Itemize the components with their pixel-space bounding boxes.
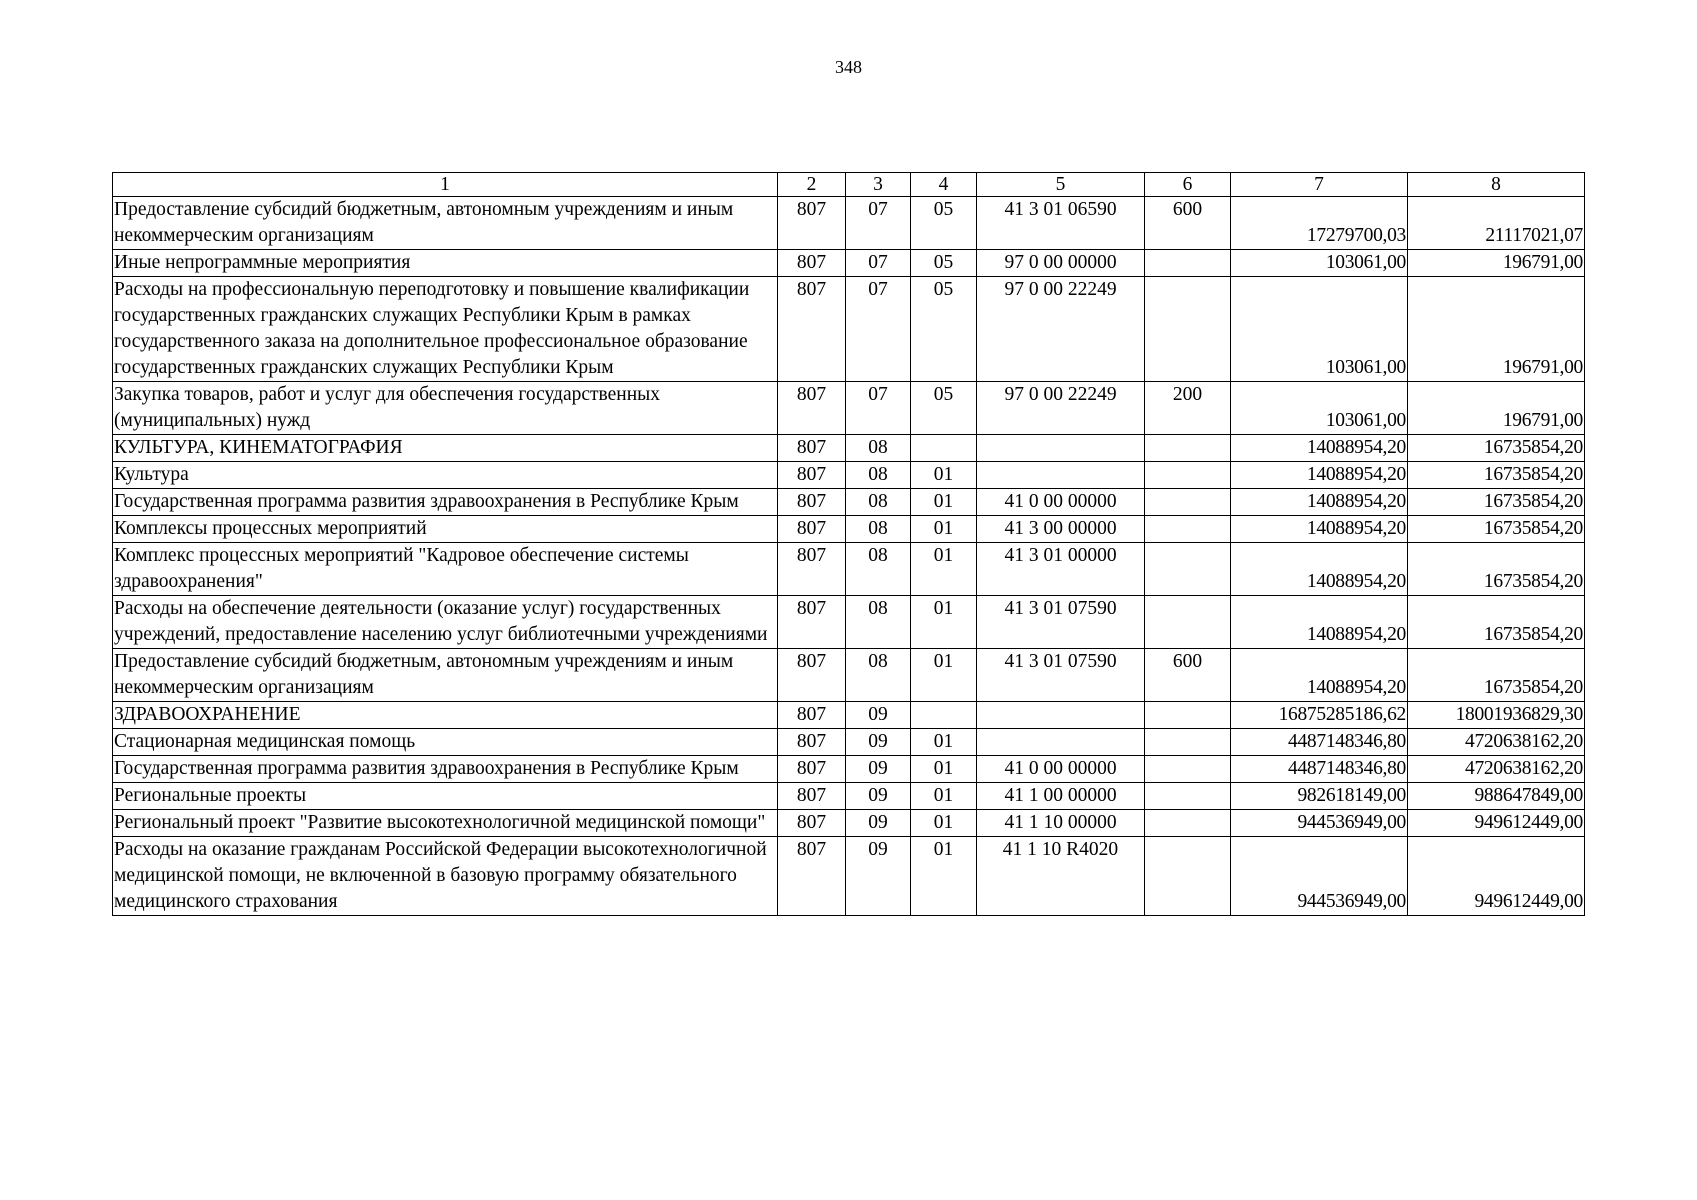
row-name-cell: Региональные проекты <box>113 783 778 810</box>
target-article-cell: 97 0 00 22249 <box>977 382 1145 435</box>
section-code-cell: 09 <box>846 810 911 837</box>
target-article-cell: 41 1 10 00000 <box>977 810 1145 837</box>
subsection-code-cell <box>911 702 977 729</box>
expense-type-cell <box>1145 729 1231 756</box>
amount-year-2-cell: 196791,00 <box>1408 277 1585 382</box>
ministry-code-cell: 807 <box>778 810 846 837</box>
ministry-code-cell: 807 <box>778 702 846 729</box>
section-code-cell: 08 <box>846 596 911 649</box>
subsection-code-cell: 01 <box>911 810 977 837</box>
amount-year-1-cell: 103061,00 <box>1231 250 1408 277</box>
expense-type-cell <box>1145 783 1231 810</box>
expense-type-cell <box>1145 810 1231 837</box>
section-code-cell: 08 <box>846 516 911 543</box>
row-name-cell: Государственная программа развития здравоохранения в Республике Крым <box>113 489 778 516</box>
ministry-code-cell: 807 <box>778 435 846 462</box>
table-body <box>113 197 1585 916</box>
amount-year-1-cell: 944536949,00 <box>1231 810 1408 837</box>
target-article-cell <box>977 702 1145 729</box>
subsection-code-cell: 01 <box>911 543 977 596</box>
subsection-code-cell: 01 <box>911 462 977 489</box>
header-cell: 3 <box>846 173 911 197</box>
ministry-code-cell: 807 <box>778 756 846 783</box>
row-name-cell: Закупка товаров, работ и услуг для обеспечения государственных (муниципальных) нужд <box>113 382 778 435</box>
table-row <box>113 783 1585 810</box>
table-row <box>113 649 1585 702</box>
amount-year-2-cell: 16735854,20 <box>1408 543 1585 596</box>
ministry-code-cell: 807 <box>778 596 846 649</box>
amount-year-1-cell: 14088954,20 <box>1231 649 1408 702</box>
amount-year-1-cell: 14088954,20 <box>1231 435 1408 462</box>
subsection-code-cell: 01 <box>911 756 977 783</box>
section-code-cell: 08 <box>846 462 911 489</box>
expense-type-cell <box>1145 837 1231 916</box>
table-row <box>113 197 1585 250</box>
section-code-cell: 08 <box>846 435 911 462</box>
table-row <box>113 489 1585 516</box>
row-name-cell: Государственная программа развития здравоохранения в Республике Крым <box>113 756 778 783</box>
header-cell: 7 <box>1231 173 1408 197</box>
target-article-cell <box>977 729 1145 756</box>
row-name-cell: Предоставление субсидий бюджетным, автономным учреждениям и иным некоммерческим организациям <box>113 197 778 250</box>
amount-year-1-cell: 103061,00 <box>1231 382 1408 435</box>
row-name-cell: Комплексы процессных мероприятий <box>113 516 778 543</box>
ministry-code-cell: 807 <box>778 250 846 277</box>
table-header-row <box>113 173 1585 197</box>
header-cell: 6 <box>1145 173 1231 197</box>
amount-year-1-cell: 4487148346,80 <box>1231 756 1408 783</box>
section-code-cell: 08 <box>846 543 911 596</box>
amount-year-2-cell: 4720638162,20 <box>1408 756 1585 783</box>
expense-type-cell <box>1145 435 1231 462</box>
amount-year-2-cell: 949612449,00 <box>1408 837 1585 916</box>
target-article-cell: 41 3 01 00000 <box>977 543 1145 596</box>
row-name-cell: Иные непрограммные мероприятия <box>113 250 778 277</box>
row-name-cell: Региональный проект "Развитие высокотехнологичной медицинской помощи" <box>113 810 778 837</box>
section-code-cell: 07 <box>846 382 911 435</box>
ministry-code-cell: 807 <box>778 489 846 516</box>
page-number: 348 <box>835 57 862 77</box>
subsection-code-cell: 05 <box>911 197 977 250</box>
subsection-code-cell <box>911 435 977 462</box>
amount-year-2-cell: 949612449,00 <box>1408 810 1585 837</box>
target-article-cell: 41 0 00 00000 <box>977 756 1145 783</box>
ministry-code-cell: 807 <box>778 516 846 543</box>
amount-year-2-cell: 16735854,20 <box>1408 516 1585 543</box>
amount-year-2-cell: 988647849,00 <box>1408 783 1585 810</box>
header-cell: 8 <box>1408 173 1585 197</box>
expense-type-cell <box>1145 596 1231 649</box>
amount-year-2-cell: 16735854,20 <box>1408 489 1585 516</box>
target-article-cell: 97 0 00 00000 <box>977 250 1145 277</box>
section-code-cell: 09 <box>846 702 911 729</box>
amount-year-2-cell: 196791,00 <box>1408 382 1585 435</box>
amount-year-1-cell: 14088954,20 <box>1231 462 1408 489</box>
row-name-cell: ЗДРАВООХРАНЕНИЕ <box>113 702 778 729</box>
amount-year-1-cell: 14088954,20 <box>1231 489 1408 516</box>
table-row <box>113 435 1585 462</box>
subsection-code-cell: 05 <box>911 250 977 277</box>
target-article-cell: 41 0 00 00000 <box>977 489 1145 516</box>
expense-type-cell <box>1145 462 1231 489</box>
ministry-code-cell: 807 <box>778 783 846 810</box>
target-article-cell: 41 3 00 00000 <box>977 516 1145 543</box>
table-row <box>113 756 1585 783</box>
ministry-code-cell: 807 <box>778 649 846 702</box>
expense-type-cell: 600 <box>1145 649 1231 702</box>
row-name-cell: Культура <box>113 462 778 489</box>
header-cell: 2 <box>778 173 846 197</box>
table-row <box>113 729 1585 756</box>
table-row <box>113 837 1585 916</box>
target-article-cell <box>977 435 1145 462</box>
section-code-cell: 09 <box>846 729 911 756</box>
expense-type-cell <box>1145 756 1231 783</box>
subsection-code-cell: 01 <box>911 837 977 916</box>
ministry-code-cell: 807 <box>778 543 846 596</box>
amount-year-2-cell: 196791,00 <box>1408 250 1585 277</box>
target-article-cell: 97 0 00 22249 <box>977 277 1145 382</box>
expense-type-cell: 600 <box>1145 197 1231 250</box>
amount-year-2-cell: 16735854,20 <box>1408 649 1585 702</box>
amount-year-2-cell: 18001936829,30 <box>1408 702 1585 729</box>
expense-type-cell <box>1145 543 1231 596</box>
expense-type-cell <box>1145 277 1231 382</box>
amount-year-2-cell: 4720638162,20 <box>1408 729 1585 756</box>
amount-year-2-cell: 16735854,20 <box>1408 435 1585 462</box>
target-article-cell: 41 3 01 07590 <box>977 596 1145 649</box>
ministry-code-cell: 807 <box>778 197 846 250</box>
section-code-cell: 08 <box>846 649 911 702</box>
table-row <box>113 702 1585 729</box>
section-code-cell: 09 <box>846 837 911 916</box>
amount-year-1-cell: 14088954,20 <box>1231 516 1408 543</box>
subsection-code-cell: 01 <box>911 729 977 756</box>
table-row <box>113 543 1585 596</box>
row-name-cell: Расходы на оказание гражданам Российской Федерации высокотехнологичной медицинской помощи, не включенной в базовую программу обязательного медицинского страхования <box>113 837 778 916</box>
target-article-cell: 41 1 10 R4020 <box>977 837 1145 916</box>
ministry-code-cell: 807 <box>778 382 846 435</box>
subsection-code-cell: 01 <box>911 596 977 649</box>
subsection-code-cell: 05 <box>911 277 977 382</box>
expense-type-cell <box>1145 516 1231 543</box>
amount-year-1-cell: 944536949,00 <box>1231 837 1408 916</box>
header-cell: 4 <box>911 173 977 197</box>
row-name-cell: Предоставление субсидий бюджетным, автономным учреждениям и иным некоммерческим организациям <box>113 649 778 702</box>
subsection-code-cell: 05 <box>911 382 977 435</box>
section-code-cell: 07 <box>846 277 911 382</box>
header-cell: 1 <box>113 173 778 197</box>
amount-year-1-cell: 16875285186,62 <box>1231 702 1408 729</box>
table-row <box>113 596 1585 649</box>
section-code-cell: 07 <box>846 197 911 250</box>
amount-year-1-cell: 14088954,20 <box>1231 543 1408 596</box>
table-row <box>113 516 1585 543</box>
table-row <box>113 382 1585 435</box>
ministry-code-cell: 807 <box>778 462 846 489</box>
row-name-cell: Расходы на профессиональную переподготовку и повышение квалификации государственных гражданских служащих Республики Крым в рамках государственного заказа на дополнительное профессиональное образование государственных гражданских служащих Республики Крым <box>113 277 778 382</box>
subsection-code-cell: 01 <box>911 489 977 516</box>
target-article-cell <box>977 462 1145 489</box>
amount-year-1-cell: 982618149,00 <box>1231 783 1408 810</box>
subsection-code-cell: 01 <box>911 783 977 810</box>
row-name-cell: Стационарная медицинская помощь <box>113 729 778 756</box>
amount-year-1-cell: 4487148346,80 <box>1231 729 1408 756</box>
amount-year-2-cell: 16735854,20 <box>1408 462 1585 489</box>
ministry-code-cell: 807 <box>778 837 846 916</box>
table-row <box>113 250 1585 277</box>
ministry-code-cell: 807 <box>778 729 846 756</box>
expense-type-cell <box>1145 250 1231 277</box>
table-row <box>113 810 1585 837</box>
amount-year-1-cell: 14088954,20 <box>1231 596 1408 649</box>
table-row <box>113 277 1585 382</box>
row-name-cell: КУЛЬТУРА, КИНЕМАТОГРАФИЯ <box>113 435 778 462</box>
expense-type-cell: 200 <box>1145 382 1231 435</box>
row-name-cell: Комплекс процессных мероприятий "Кадровое обеспечение системы здравоохранения" <box>113 543 778 596</box>
row-name-cell: Расходы на обеспечение деятельности (оказание услуг) государственных учреждений, предоставление населению услуг библиотечными учреждениями <box>113 596 778 649</box>
budget-table <box>112 172 1585 916</box>
header-cell: 5 <box>977 173 1145 197</box>
ministry-code-cell: 807 <box>778 277 846 382</box>
section-code-cell: 09 <box>846 783 911 810</box>
target-article-cell: 41 1 00 00000 <box>977 783 1145 810</box>
target-article-cell: 41 3 01 06590 <box>977 197 1145 250</box>
expense-type-cell <box>1145 489 1231 516</box>
section-code-cell: 08 <box>846 489 911 516</box>
subsection-code-cell: 01 <box>911 649 977 702</box>
expense-type-cell <box>1145 702 1231 729</box>
amount-year-1-cell: 17279700,03 <box>1231 197 1408 250</box>
section-code-cell: 07 <box>846 250 911 277</box>
table-row <box>113 462 1585 489</box>
target-article-cell: 41 3 01 07590 <box>977 649 1145 702</box>
amount-year-2-cell: 21117021,07 <box>1408 197 1585 250</box>
subsection-code-cell: 01 <box>911 516 977 543</box>
amount-year-1-cell: 103061,00 <box>1231 277 1408 382</box>
section-code-cell: 09 <box>846 756 911 783</box>
amount-year-2-cell: 16735854,20 <box>1408 596 1585 649</box>
